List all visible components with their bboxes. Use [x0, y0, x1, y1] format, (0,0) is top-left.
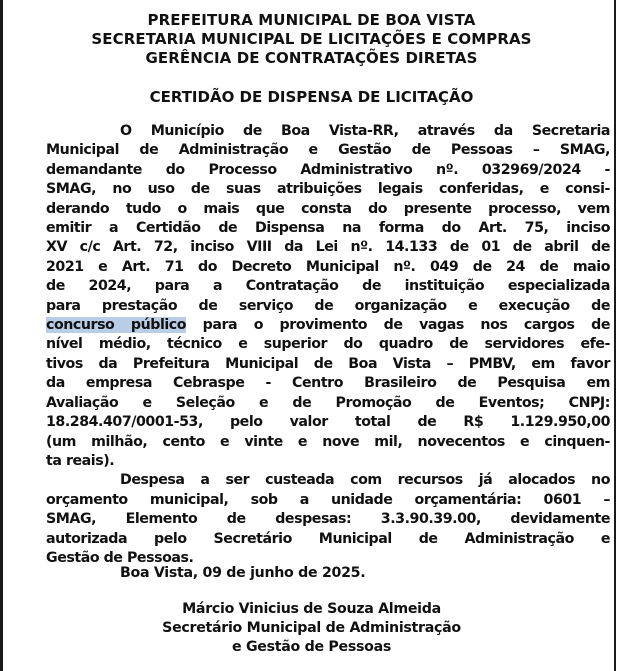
paragraph2-line: SMAG, Elemento de despesas: 3.3.90.39.00, devidamente: [46, 511, 610, 528]
paragraph2-line: autorizada pelo Secretário Municipal de Administração e: [46, 530, 610, 547]
document-header: [0, 11, 623, 68]
paragraph1-line: da empresa Cebraspe - Centro Brasileiro de Pesquisa em: [46, 375, 610, 392]
signatory-name: Márcio Vinicius de Souza Almeida: [182, 601, 441, 617]
paragraph1-line: para prestação de serviço de organização e execução de: [46, 297, 610, 314]
certificate-body: [46, 122, 610, 568]
paragraph1-line: XV c/c Art. 72, inciso VIII da Lei nº. 14.133 de 01 de abril de: [46, 239, 610, 256]
header-line-1: PREFEITURA MUNICIPAL DE BOA VISTA: [147, 11, 476, 29]
header-line-3: GERÊNCIA DE CONTRATAÇÕES DIRETAS: [145, 49, 478, 67]
date-line: Boa Vista, 09 de junho de 2025.: [120, 565, 366, 581]
paragraph2-line: Gestão de Pessoas.: [46, 549, 194, 566]
paragraph1-line: 18.284.407/0001-53, pelo valor total de R$ 1.129.950,00: [46, 414, 610, 431]
paragraph1-line-rest: para o provimento de vagas nos cargos de: [186, 317, 610, 334]
paragraph1-line: (um milhão, cento e vinte e nove mil, novecentos e cinquen-: [46, 433, 610, 450]
paragraph1-line: de 2024, para a Contratação de instituição especializada: [46, 278, 610, 295]
signatory-title-line-1: Secretário Municipal de Administração: [162, 620, 461, 636]
paragraph1-line: Avaliação e Seleção e de Promoção de Eventos; CNPJ:: [46, 394, 610, 411]
paragraph1-line: O Município de Boa Vista-RR, através da Secretaria: [120, 123, 610, 139]
paragraph1-line: derando tudo o mais que consta do presente processo, vem: [46, 200, 610, 217]
paragraph2-line: orçamento municipal, sob a unidade orçamentária: 0601 –: [46, 491, 610, 508]
document-title: CERTIDÃO DE DISPENSA DE LICITAÇÃO: [149, 88, 474, 106]
paragraph1-line: tivos da Prefeitura Municipal de Boa Vista – PMBV, em favor: [46, 355, 610, 372]
paragraph1-line: demandante do Processo Administrativo nº. 032969/2024 -: [46, 161, 610, 178]
paragraph1-line: nível médio, técnico e superior do quadro de servidores efe-: [46, 336, 610, 353]
paragraph1-line: emitir a Certidão de Dispensa na forma do Art. 75, inciso: [46, 220, 610, 237]
highlighted-text-selection[interactable]: concurso público: [46, 317, 187, 334]
paragraph1-line: 2021 e Art. 71 do Decreto Municipal nº. 049 de 24 de maio: [46, 258, 610, 275]
signature-block: [0, 600, 623, 657]
header-line-2: SECRETARIA MUNICIPAL DE LICITAÇÕES E COMPRAS: [91, 30, 532, 48]
signatory-title-line-2: e Gestão de Pessoas: [231, 639, 391, 655]
paragraph1-line: SMAG, no uso de suas atribuições legais conferidas, e consi-: [46, 181, 610, 198]
paragraph1-line: ta reais).: [46, 452, 115, 469]
paragraph1-line-highlighted: [46, 316, 610, 335]
paragraph1-line: Municipal de Administração e Gestão de Pessoas – SMAG,: [46, 142, 610, 159]
paragraph2-line: Despesa a ser custeada com recursos já alocados no: [120, 472, 610, 489]
